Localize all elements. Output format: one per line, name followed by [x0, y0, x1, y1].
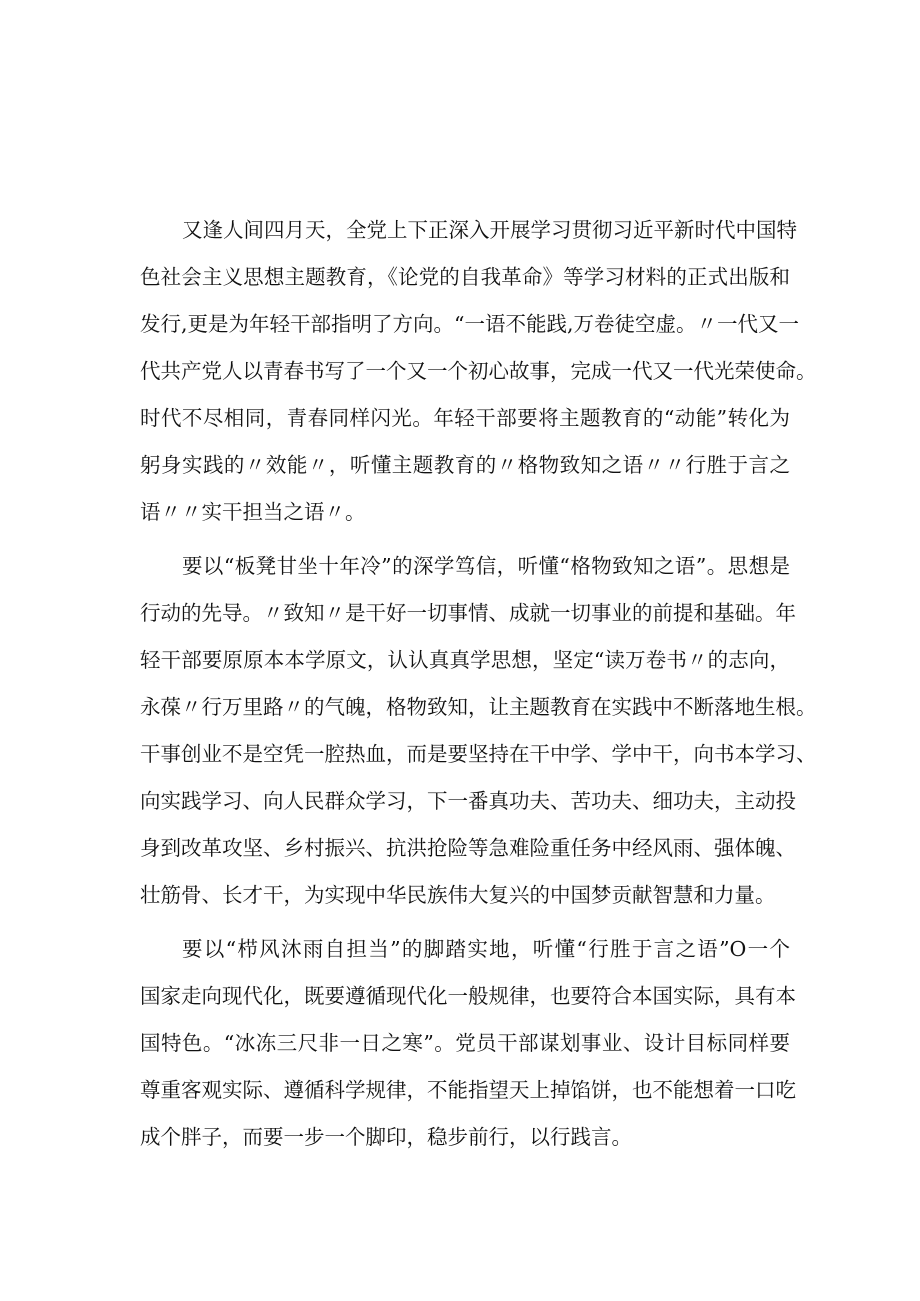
text-line: 又逢人间四月天，全党上下正深入开展学习贯彻习近平新时代中国特: [182, 218, 797, 242]
text-line: 代共产党人以青春书写了一个又一个初心故事，完成一代又一代光荣使命。: [140, 359, 817, 383]
text-line: 国特色。“冰冻三尺非一日之寒”。党员干部谋划事业、设计目标同样要: [140, 1031, 790, 1055]
text-line: 成个胖子，而要一步一个脚印，稳步前行，以行践言。: [140, 1125, 632, 1149]
text-line: 要以“板凳甘坐十年冷”的深学笃信，听懂“格物致知之语”。思想是: [182, 554, 790, 578]
text-line: 轻干部要原原本本学原文，认认真真学思想，坚定“读万卷书〃的志向，: [140, 648, 790, 672]
text-line: 时代不尽相同，青春同样闪光。年轻干部要将主题教育的“动能”转化为: [140, 406, 790, 430]
text-line: 躬身实践的〃效能〃，听懂主题教育的〃格物致知之语〃〃行胜于言之: [140, 453, 790, 477]
text-line: 要以“栉风沐雨自担当”的脚踏实地，听懂“行胜于言之语”O一个: [182, 937, 790, 961]
text-line: 行动的先导。〃致知〃是干好一切事情、成就一切事业的前提和基础。年: [140, 601, 796, 625]
text-line: 色社会主义思想主题教育，《论党的自我革命》等学习材料的正式出版和: [140, 265, 790, 289]
text-line: 向实践学习、向人民群众学习，下一番真功夫、苦功夫、细功夫，主动投: [140, 789, 796, 813]
text-line: 国家走向现代化，既要遵循现代化一般规律，也要符合本国实际，具有本: [140, 984, 796, 1008]
text-line: 壮筋骨、长才干，为实现中华民族伟大复兴的中国梦贡献智慧和力量。: [140, 883, 776, 907]
text-line: 语〃〃实干担当之语〃。: [140, 500, 366, 524]
text-line: 干事创业不是空凭一腔热血，而是要坚持在干中学、学中干，向书本学习、: [140, 742, 817, 766]
text-line: 发行,更是为年轻干部指明了方向。“一语不能践,万卷徒空虚。〃一代又一: [140, 312, 800, 336]
text-line: 永葆〃行万里路〃的气魄，格物致知，让主题教育在实践中不断落地生根。: [140, 695, 817, 719]
text-line: 尊重客观实际、遵循科学规律，不能指望天上掉馅饼，也不能想着一口吃: [140, 1078, 796, 1102]
text-line: 身到改革攻坚、乡村振兴、抗洪抢险等急难险重任务中经风雨、强体魄、: [140, 836, 796, 860]
